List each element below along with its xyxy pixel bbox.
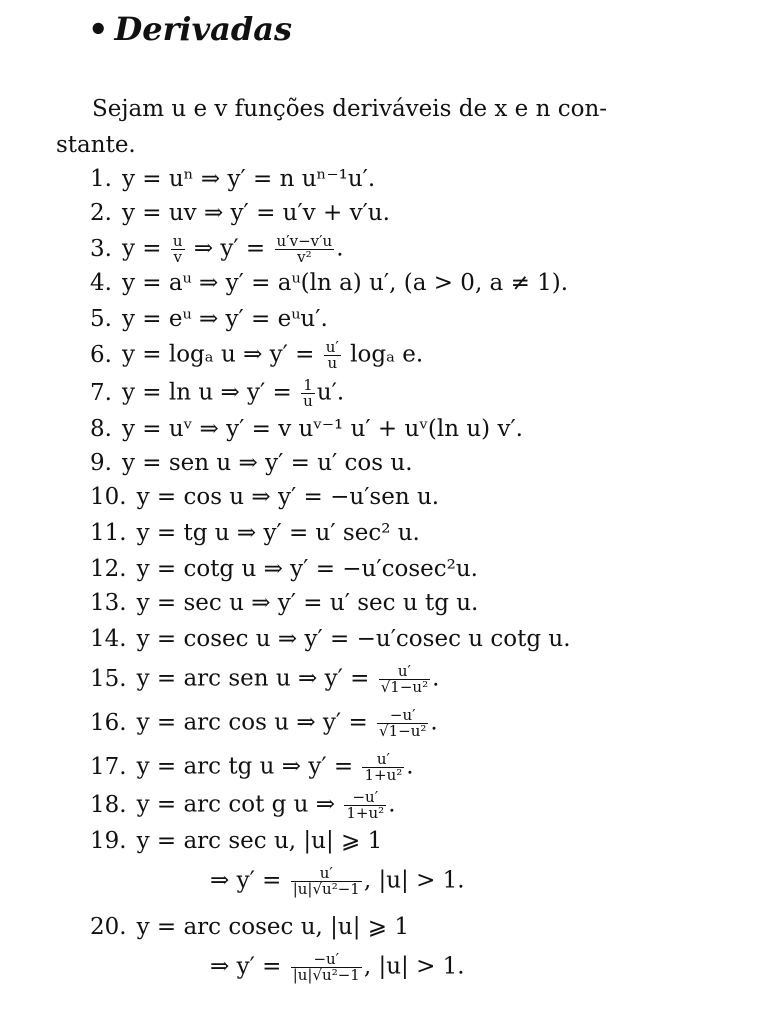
formula-item	[210, 866, 465, 897]
fraction-numerator: u′	[291, 866, 362, 882]
formula-text: , |u| > 1.	[363, 867, 465, 894]
formula-item	[90, 708, 438, 739]
intro-line-1: Sejam u e v funções deriváveis de x e n con-	[92, 96, 608, 122]
formula-text: y = arc tg u ⇒ y′ =	[136, 753, 361, 780]
formula-item	[90, 484, 439, 510]
fraction-denominator: |u|√u²−1	[292, 880, 360, 898]
fraction-numerator: u′	[362, 752, 404, 768]
title-bullet: •	[88, 10, 109, 48]
formula-text: u′.	[316, 379, 345, 406]
title-text: Derivadas	[114, 10, 293, 48]
fraction-numerator: 1	[301, 378, 315, 394]
formula-text: y = uⁿ ⇒ y′ = n uⁿ⁻¹u′.	[121, 166, 376, 192]
formula-item	[90, 270, 568, 296]
formula-text: y = arc sec u, |u| ⩾ 1	[136, 828, 383, 854]
fraction-denominator: √1−u²	[379, 722, 427, 740]
formula-text: y =	[121, 235, 169, 262]
formula-text: y = tg u ⇒ y′ = u′ sec² u.	[136, 520, 420, 546]
formula-item	[90, 556, 478, 582]
item-number: 9.	[90, 450, 112, 476]
fraction-denominator: v	[173, 248, 182, 266]
formula-item	[90, 590, 478, 616]
formula-item	[90, 828, 382, 854]
item-number: 6.	[90, 341, 112, 368]
fraction	[171, 234, 185, 265]
fraction	[301, 378, 315, 409]
formula-item	[90, 790, 396, 821]
fraction-numerator: u′v−v′u	[276, 232, 333, 250]
formula-text: y = sen u ⇒ y′ = u′ cos u.	[121, 450, 413, 476]
item-number: 13.	[90, 590, 127, 616]
formula-item	[90, 520, 420, 546]
formula-text: y = arc cos u ⇒ y′ =	[136, 709, 376, 736]
item-number: 19.	[90, 828, 127, 854]
formula-item	[90, 914, 409, 940]
formula-text: y = sec u ⇒ y′ = u′ sec u tg u.	[136, 590, 479, 616]
fraction-denominator: u	[303, 392, 313, 410]
fraction-denominator: 1+u²	[346, 804, 385, 822]
formula-text: .	[430, 709, 438, 736]
fraction	[324, 340, 341, 371]
item-number: 18.	[90, 791, 127, 818]
formula-text: .	[406, 753, 414, 780]
section-title	[88, 10, 292, 48]
fraction	[291, 866, 362, 897]
formula-text: logₐ e.	[342, 341, 424, 368]
fraction	[377, 708, 428, 739]
fraction-numerator: −u′	[291, 952, 362, 968]
fraction-denominator: u	[327, 354, 338, 372]
item-number: 15.	[90, 665, 127, 692]
item-number: 17.	[90, 753, 127, 780]
fraction-denominator: |u|√u²−1	[292, 966, 360, 984]
fraction-denominator: 1+u²	[364, 766, 403, 784]
formula-text: y = cosec u ⇒ y′ = −u′cosec u cotg u.	[136, 626, 571, 652]
formula-item	[90, 378, 344, 409]
fraction-numerator: −u′	[377, 708, 428, 724]
formula-text: y = uᵛ ⇒ y′ = v uᵛ⁻¹ u′ + uᵛ(ln u) v′.	[121, 416, 523, 442]
item-number: 7.	[90, 379, 112, 406]
fraction	[379, 664, 430, 695]
formula-text: y = cotg u ⇒ y′ = −u′cosec²u.	[136, 556, 478, 582]
formula-text: y = arc cosec u, |u| ⩾ 1	[136, 914, 409, 940]
fraction	[344, 790, 386, 821]
formula-text: ⇒ y′ =	[210, 867, 289, 894]
formula-item	[90, 200, 390, 226]
item-number: 20.	[90, 914, 127, 940]
fraction-denominator: v²	[297, 248, 312, 266]
formula-item	[90, 306, 328, 332]
intro-line-2: stante.	[56, 132, 136, 158]
fraction-numerator: −u′	[344, 790, 386, 806]
item-number: 14.	[90, 626, 127, 652]
formula-item	[210, 952, 465, 983]
formula-text: y = cos u ⇒ y′ = −u′sen u.	[136, 484, 440, 510]
fraction-numerator: u′	[325, 338, 339, 356]
item-number: 11.	[90, 520, 127, 546]
fraction-numerator: u′	[379, 664, 430, 680]
formula-item	[90, 626, 571, 652]
formula-text: y = aᵘ ⇒ y′ = aᵘ(ln a) u′, (a > 0, a ≠ 1).	[121, 270, 569, 296]
item-number: 4.	[90, 270, 112, 296]
formula-text: y = logₐ u ⇒ y′ =	[121, 341, 322, 368]
formula-text: y = eᵘ ⇒ y′ = eᵘu′.	[121, 306, 328, 332]
formula-item	[90, 752, 414, 783]
fraction	[291, 952, 362, 983]
item-number: 12.	[90, 556, 127, 582]
formula-item	[90, 166, 375, 192]
formula-text: ⇒ y′ =	[210, 953, 289, 980]
formula-item	[90, 340, 423, 371]
fraction	[275, 234, 335, 265]
item-number: 16.	[90, 709, 127, 736]
item-number: 5.	[90, 306, 112, 332]
formula-item	[90, 450, 413, 476]
item-number: 2.	[90, 200, 112, 226]
fraction	[362, 752, 404, 783]
formula-text: .	[388, 791, 396, 818]
formula-text: .	[336, 235, 344, 262]
item-number: 3.	[90, 235, 112, 262]
formula-item	[90, 234, 344, 265]
formula-text: y = ln u ⇒ y′ =	[121, 379, 300, 406]
formula-item	[90, 416, 523, 442]
formula-text: y = arc cot g u ⇒	[136, 791, 343, 818]
fraction-denominator: √1−u²	[380, 678, 429, 696]
formula-text: ⇒ y′ =	[186, 235, 273, 262]
item-number: 8.	[90, 416, 112, 442]
intro-paragraph	[56, 92, 732, 158]
item-number: 1.	[90, 166, 112, 192]
formula-text: .	[432, 665, 440, 692]
formula-text: y = uv ⇒ y′ = u′v + v′u.	[121, 200, 390, 226]
formula-text: y = arc sen u ⇒ y′ =	[136, 665, 377, 692]
formula-text: , |u| > 1.	[363, 953, 465, 980]
item-number: 10.	[90, 484, 127, 510]
fraction-numerator: u	[172, 232, 183, 250]
formula-item	[90, 664, 439, 695]
